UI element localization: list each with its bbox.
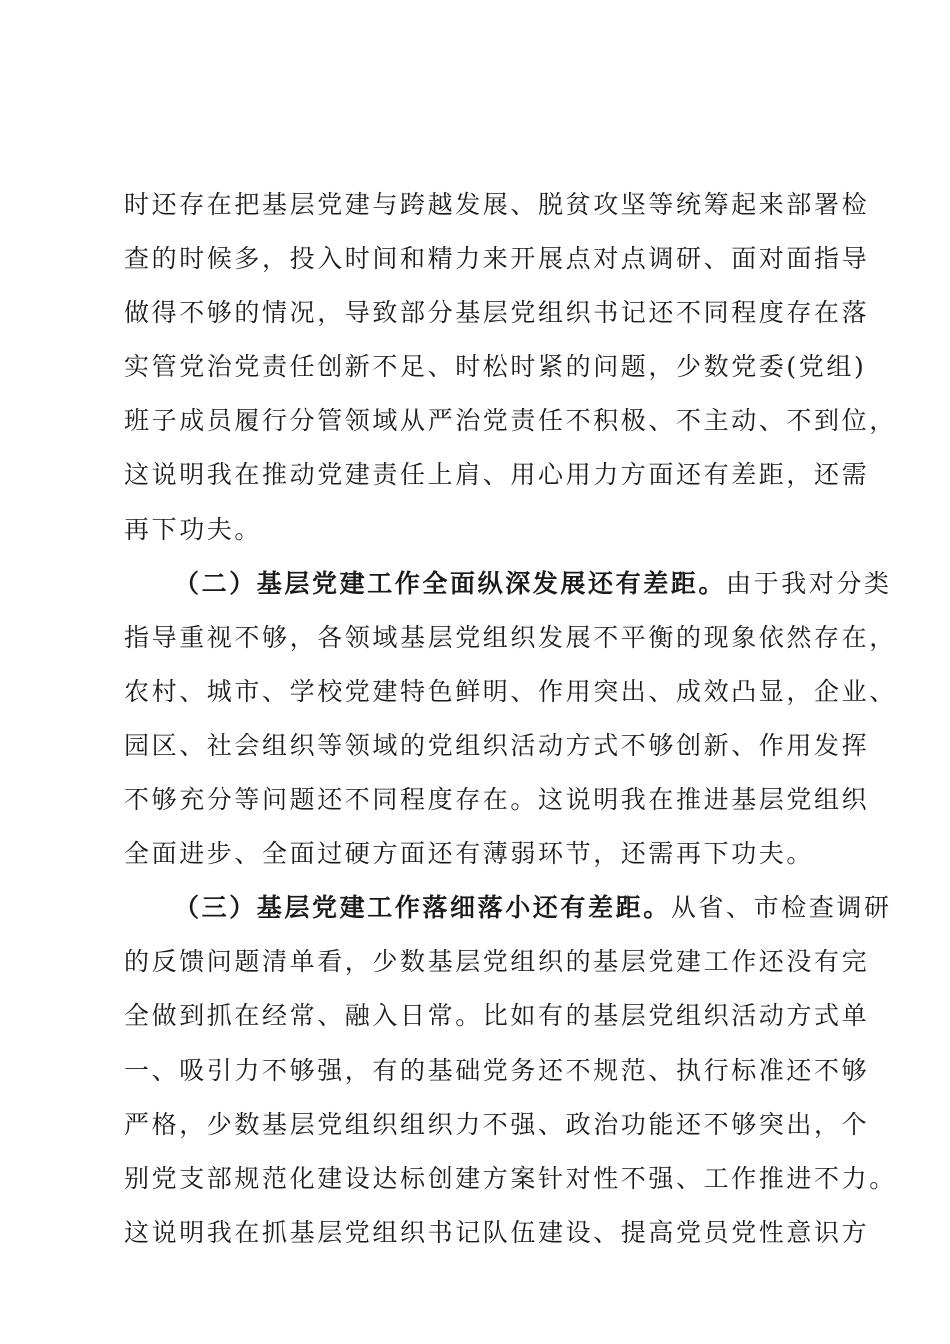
text-line: 指导重视不够，各领域基层党组织发展不平衡的现象依然存在， bbox=[124, 622, 897, 652]
text-line: 别党支部规范化建设达标创建方案针对性不强、工作推进不力。 bbox=[124, 1163, 897, 1193]
text-line: 这说明我在推动党建责任上肩、用心用力方面还有差距，还需 bbox=[124, 460, 870, 490]
section-two-first-line bbox=[124, 557, 892, 611]
text-line: 再下功夫。 bbox=[124, 514, 263, 544]
text-line: 班子成员履行分管领域从严治党责任不积极、不主动、不到位， bbox=[124, 406, 897, 436]
text-line: 严格，少数基层党组织组织力不强、政治功能还不够突出，个 bbox=[124, 1109, 870, 1139]
text-line: 做得不够的情况，导致部分基层党组织书记还不同程度存在落 bbox=[124, 298, 870, 328]
text-line: 农村、城市、学校党建特色鲜明、作用突出、成效凸显，企业、 bbox=[124, 676, 897, 706]
text-line: 全面进步、全面过硬方面还有薄弱环节，还需再下功夫。 bbox=[124, 839, 815, 869]
section-two-heading: （二）基层党建工作全面纵深发展还有差距。 bbox=[174, 568, 727, 598]
text-line: 全做到抓在经常、融入日常。比如有的基层党组织活动方式单 bbox=[124, 1001, 870, 1031]
section-three-lead-text: 从省、市检查调研 bbox=[670, 893, 892, 923]
text-line: 时还存在把基层党建与跨越发展、脱贫攻坚等统筹起来部署检 bbox=[124, 190, 870, 219]
text-line: 的反馈问题清单看，少数基层党组织的基层党建工作还没有完 bbox=[124, 947, 870, 977]
text-line: 不够充分等问题还不同程度存在。这说明我在推进基层党组织 bbox=[124, 785, 870, 815]
body-text bbox=[124, 178, 897, 1260]
section-two-lead-text: 由于我对分类 bbox=[726, 568, 892, 598]
text-line: 这说明我在抓基层党组织书记队伍建设、提高党员党性意识方 bbox=[124, 1217, 870, 1247]
text-line: 查的时候多，投入时间和精力来开展点对点调研、面对面指导 bbox=[124, 244, 870, 274]
text-line: 实管党治党责任创新不足、时松时紧的问题，少数党委(党组) bbox=[124, 352, 867, 382]
text-line: 园区、社会组织等领域的党组织活动方式不够创新、作用发挥 bbox=[124, 730, 870, 760]
text-line: 一、吸引力不够强，有的基础党务还不规范、执行标准还不够 bbox=[124, 1055, 870, 1085]
section-three-heading: （三）基层党建工作落细落小还有差距。 bbox=[174, 893, 671, 923]
section-three-first-line bbox=[124, 881, 892, 935]
